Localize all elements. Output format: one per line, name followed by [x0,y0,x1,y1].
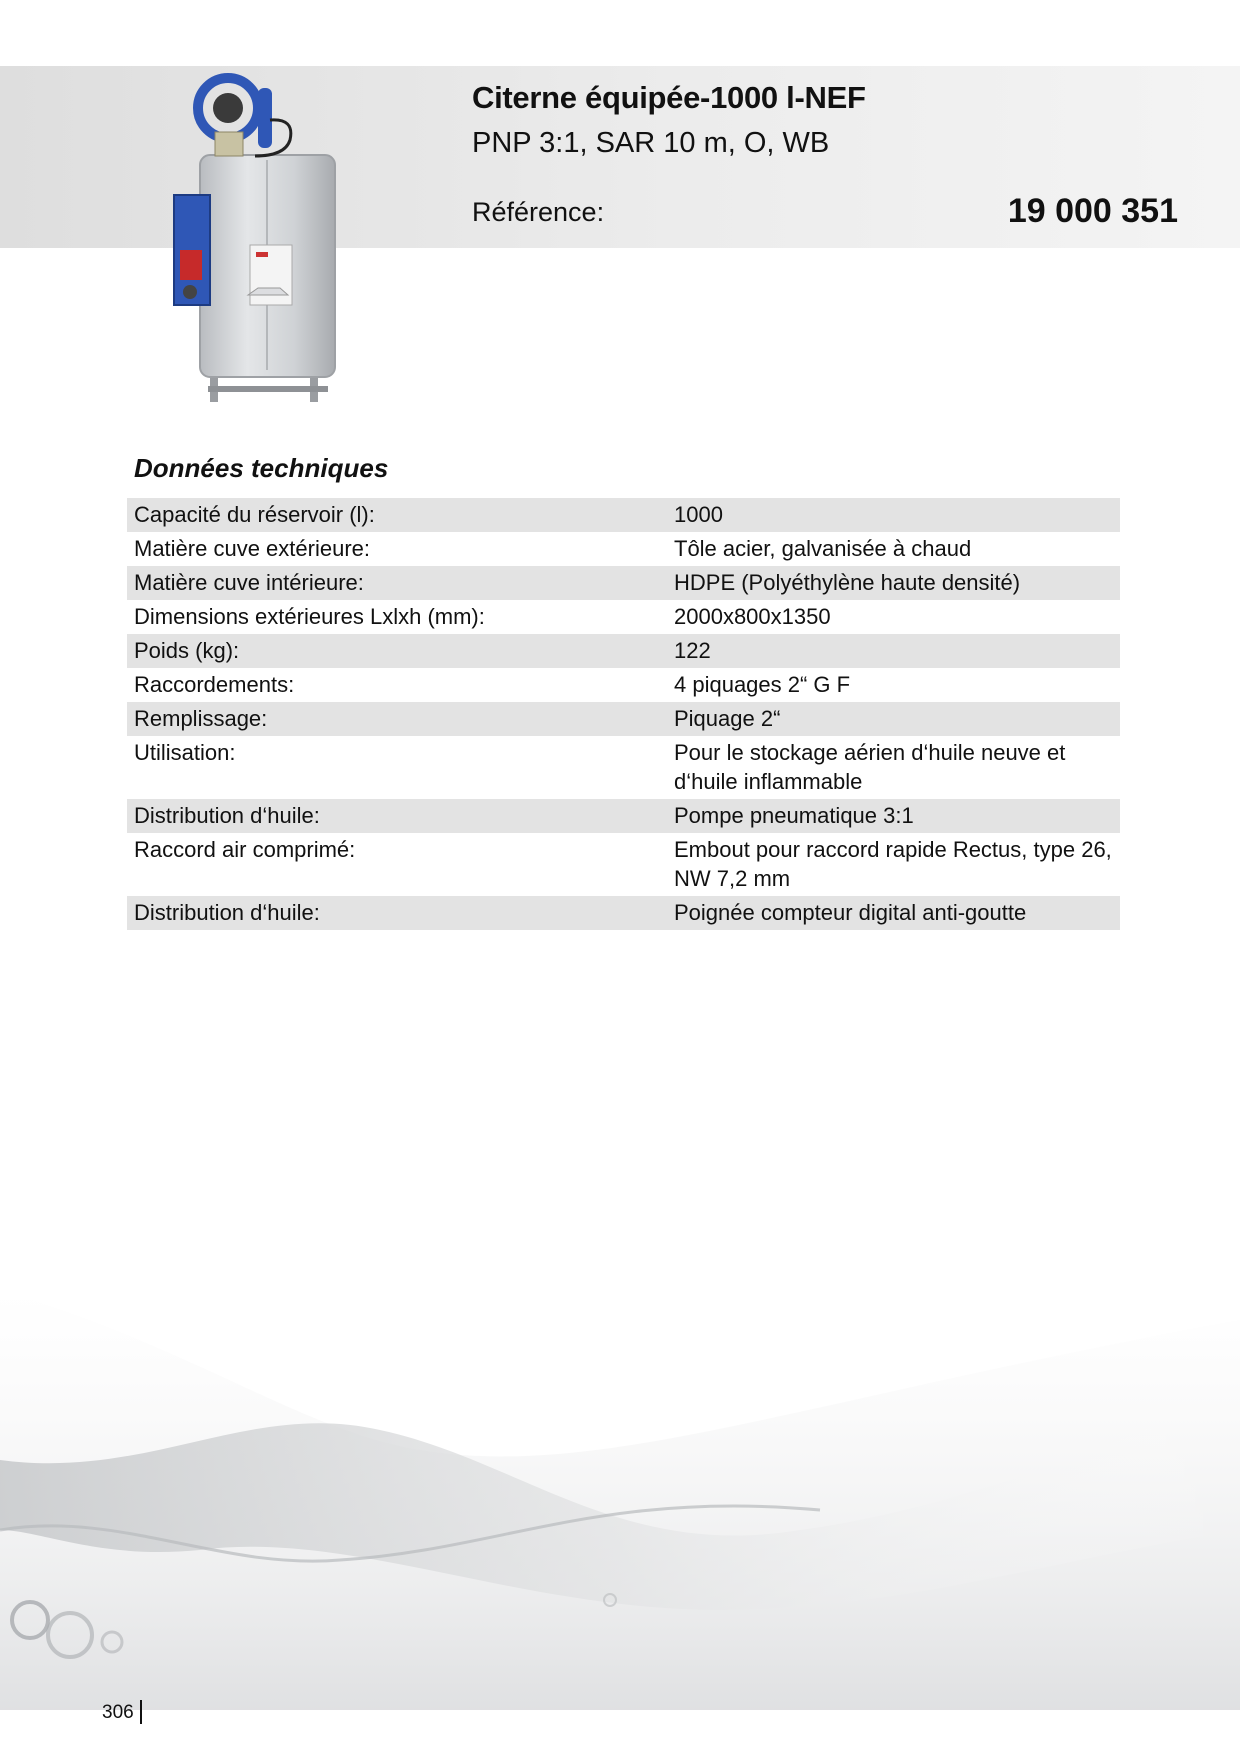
spec-value: Tôle acier, galvanisée à chaud [674,536,972,561]
decorative-water-wave [0,1230,1240,1710]
spec-value: Embout pour raccord rapide Rectus, type 26, NW 7,2 mm [674,837,1112,891]
spec-label: Raccord air comprimé: [134,837,356,862]
spec-value: HDPE (Polyéthylène haute densité) [674,570,1021,595]
spec-label: Capacité du réservoir (l): [134,502,375,527]
product-subtitle: PNP 3:1, SAR 10 m, O, WB [472,127,830,159]
spec-row [127,736,1120,799]
spec-row [127,702,1120,736]
spec-value: 2000x800x1350 [674,604,831,629]
spec-label: Matière cuve intérieure: [134,570,364,595]
spec-label: Poids (kg): [134,638,240,663]
product-title: Citerne équipée-1000 l-NEF [472,80,866,115]
spec-row [127,566,1120,600]
spec-label: Distribution d‘huile: [134,803,320,828]
spec-row [127,532,1120,566]
section-title-technical-data: Données techniques [134,453,389,483]
spec-label: Matière cuve extérieure: [134,536,370,561]
spec-value: Piquage 2“ [674,706,781,731]
spec-row [127,634,1120,668]
spec-row [127,833,1120,896]
spec-table [127,498,1120,930]
spec-label: Dimensions extérieures Lxlxh (mm): [134,604,485,629]
spec-value: Pompe pneumatique 3:1 [674,803,914,828]
spec-label: Utilisation: [134,740,236,765]
spec-row [127,668,1120,702]
page-number: 306 [102,1702,134,1723]
spec-value: 4 piquages 2“ G F [674,672,851,697]
spec-label: Remplissage: [134,706,268,731]
spec-value: Poignée compteur digital anti-goutte [674,900,1027,925]
spec-value: 122 [674,638,711,663]
product-image-tank [170,70,370,410]
reference-label: Référence: [472,197,605,227]
spec-label: Raccordements: [134,672,295,697]
spec-row [127,896,1120,930]
spec-value: Pour le stockage aérien d‘huile neuve et d‘huile inflammable [674,740,1066,794]
reference-number: 19 000 351 [1007,192,1178,230]
page-number-divider [140,1700,142,1724]
spec-row [127,498,1120,532]
spec-value: 1000 [674,502,723,527]
spec-row [127,799,1120,833]
spec-row [127,600,1120,634]
spec-label: Distribution d‘huile: [134,900,320,925]
